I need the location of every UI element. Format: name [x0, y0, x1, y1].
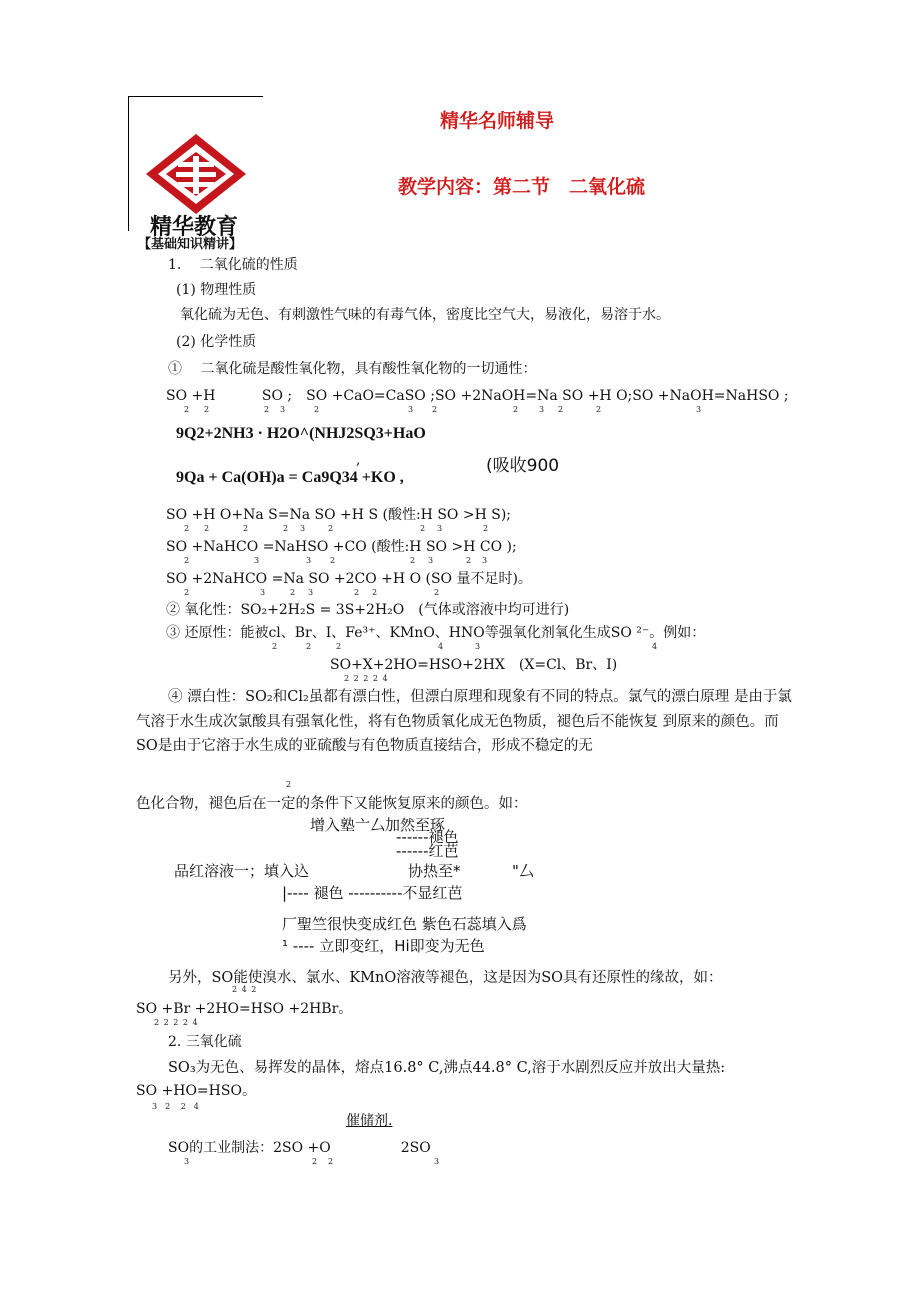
equation-line-2: SO +H O+Na S=Na SO +H S (酸性:H SO >H S);: [166, 507, 511, 523]
diagram-line-c3: "厶: [512, 862, 534, 880]
reducing-equation: SO+X+2HO=HSO+2HX (X=Cl、Br、I): [330, 657, 618, 673]
subscript: 2: [420, 524, 426, 533]
page-subtitle: 教学内容：第二节 二氧化硫: [398, 176, 646, 198]
subscript: 2: [306, 642, 312, 651]
subscript: 3: [408, 405, 414, 414]
subscript: 2: [410, 556, 416, 565]
subscript: 2: [330, 556, 336, 565]
industrial-method: SO的工业制法：2SO +O 2SO: [168, 1140, 431, 1156]
subscript: 4: [438, 642, 444, 651]
diagram-line-c2: 协热至*: [408, 862, 461, 880]
subscript: 2: [204, 405, 210, 414]
subscript: 2: [184, 405, 190, 414]
other-reactions: 另外，SO能使溴水、氯水、KMnO溶液等褪色，这是因为SO具有还原性的缘故，如：: [168, 970, 723, 986]
subscript: 2: [264, 405, 270, 414]
subscript: 2 2 2 2 4: [154, 1018, 199, 1027]
s2-heading: 2. 三氧化硫: [168, 1034, 242, 1050]
subscript: 3: [539, 405, 545, 414]
subscript: 3: [437, 524, 443, 533]
subscript: 3: [428, 556, 434, 565]
subscript: 2: [336, 642, 342, 651]
equation-line-4: SO +2NaHCO =Na SO +2CO +H O (SO 量不足时)。: [166, 571, 532, 587]
diagram-line-a: 增入塾亠厶加然至琢: [310, 816, 446, 834]
subscript: 3: [696, 405, 702, 414]
chemical-heading: (2) 化学性质: [176, 334, 257, 350]
catalyst-label: 催储剂.: [346, 1113, 393, 1129]
subscript: 2: [204, 524, 210, 533]
subscript: 3: [308, 588, 314, 597]
subscript: 3: [300, 524, 306, 533]
subscript: 2: [513, 405, 519, 414]
diagram-line-c1: 品红溶液一；填入込: [174, 862, 310, 880]
oxidizing-property: ② 氧化性：SO₂+2H₂S = 3S+2H₂O (气体或溶液中均可进行): [166, 602, 570, 618]
ocr-equation-2: 9Qa + Ca(OH)a = Ca9Q34 +KO ,: [176, 469, 404, 486]
subscript: 2: [328, 1157, 334, 1166]
subscript: 2: [184, 556, 190, 565]
ocr-absorb-note: (吸收900: [486, 456, 560, 476]
subscript: 2: [466, 556, 472, 565]
equation-line-3: SO +NaHCO =NaHSO +CO (酸性:H SO >H CO );: [166, 539, 517, 555]
subscript: 2: [243, 524, 249, 533]
subscript: 2: [328, 524, 334, 533]
physical-text: 氧化硫为无色、有刺激性气味的有毒气体，密度比空气大，易液化，易溶于水。: [180, 307, 670, 323]
page-title: 精华名师辅导: [440, 110, 555, 132]
s1-heading: 1. 二氧化硫的性质: [168, 257, 298, 273]
subscript: 2: [290, 588, 296, 597]
subscript: 2: [272, 642, 278, 651]
so3-description: SO₃为无色、易挥发的晶体，熔点16.8° C,沸点44.8° C,溶于水剧烈反应并放出大量热:: [168, 1060, 726, 1076]
subscript: 2: [558, 405, 564, 414]
subscript: 2: [312, 1157, 318, 1166]
subscript: 2 2 2 2 4: [344, 674, 389, 683]
subscript: 2: [432, 405, 438, 414]
bleach-continuation: 色化合物，褪色后在一定的条件下又能恢复原来的颜色。如：: [136, 796, 528, 812]
reducing-property: ③ 还原性：能被cl、Br、I、Fe³⁺、KMnO、HNO等强氧化剂氧化生成SO ²⁻。例如：: [166, 625, 706, 641]
subscript: 4: [652, 642, 658, 651]
ocr-comma: ,: [356, 452, 361, 468]
subscript: 3: [434, 1157, 440, 1166]
subscript: 2: [283, 524, 289, 533]
subscript: 2: [184, 588, 190, 597]
subscript: 3: [260, 588, 266, 597]
subscript: 3: [280, 405, 286, 414]
diagram-line-f: ¹ ---- 立即变红，Hi即变为无色: [282, 937, 485, 955]
subscript: 2: [434, 588, 440, 597]
subscript: 2: [483, 524, 489, 533]
subscript: 3: [482, 556, 488, 565]
section-label: 【基础知识精讲】: [138, 237, 243, 252]
subscript: 2: [314, 405, 320, 414]
bleach-paragraph: ④ 漂白性：SO₂和Cl₂虽都有漂白性，但漂白原理和现象有不同的特点。氯气的漂白原理 是由于氯气溶于水生成次氯酸具有强氧化性，将有色物质氧化成无色物质，褪色后不能恢复 到原来的颜色。而SO是由于它溶于水生成的亚硫酸与有色物质直接结合，形成不稳定的无: [136, 689, 792, 754]
diagram-line-e: 厂聖竺很快变成红色 紫色石蕊填入爲: [282, 915, 527, 933]
subscript: 2: [372, 588, 378, 597]
subscript: 3: [475, 642, 481, 651]
subscript: 3: [254, 556, 260, 565]
so3-equation: SO +HO=HSO。: [136, 1083, 256, 1099]
equation-line-1: SO +H SO ; SO +CaO=CaSO ;SO +2NaOH=Na SO +H O;SO +NaOH=NaHSO ;: [166, 388, 789, 404]
subscript: 2: [354, 588, 360, 597]
diagram-line-a2: ------褪色: [396, 828, 459, 846]
superscript: 2: [286, 780, 292, 789]
subscript: 2 4 2: [232, 985, 258, 994]
logo-mark-icon: [146, 134, 246, 214]
ocr-equation-1: 9Q2+2NH3 · H2O^(NHJ2SQ3+HaO: [176, 425, 426, 442]
subscript: 3: [306, 556, 312, 565]
subscript: 2: [596, 405, 602, 414]
logo-text: 精华教育: [150, 215, 239, 240]
other-equation: SO +Br +2HO=HSO +2HBr。: [136, 1001, 353, 1017]
diagram-line-d: |---- 褪色 ----------不显红芭: [282, 884, 463, 902]
diagram-line-b: ------红芭: [396, 842, 459, 860]
subscript: 3: [184, 1157, 190, 1166]
acidic-item: ① 二氧化硫是酸性氧化物，具有酸性氧化物的一切通性：: [168, 361, 537, 377]
subscript: 3 2 2 4: [152, 1102, 199, 1111]
subscript: 2: [184, 524, 190, 533]
physical-heading: (1) 物理性质: [176, 282, 257, 298]
